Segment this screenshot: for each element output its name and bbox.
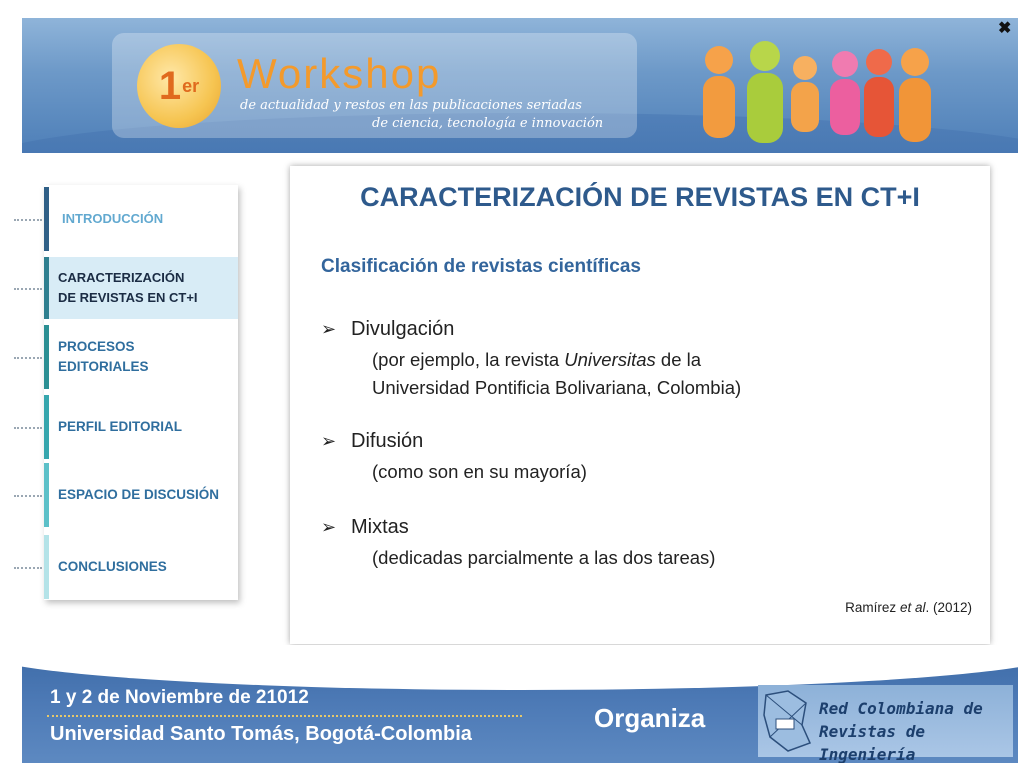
slide-subtitle: Clasificación de revistas científicas: [321, 256, 641, 277]
organiza-label: Organiza: [594, 703, 706, 733]
person-orange-mid-icon: [791, 56, 819, 132]
nav-item-bar: [44, 187, 49, 251]
bullet-description: [372, 346, 741, 402]
workshop-title: Workshop: [237, 50, 442, 97]
bullet-label: Difusión: [351, 430, 424, 452]
nav-item-bar: [44, 395, 49, 459]
content-panel: [290, 166, 990, 644]
footer-dotted-divider: [47, 715, 522, 717]
citation: [845, 600, 972, 615]
nav-connector-dots: [14, 219, 42, 221]
nav-item-label-line2: EDITORIALES: [58, 359, 149, 374]
nav-item-introduccion[interactable]: [44, 187, 238, 251]
header-banner: [22, 18, 1018, 153]
desc-text: (por ejemplo, la revista: [372, 349, 565, 370]
close-icon[interactable]: ✖: [998, 20, 1012, 37]
nav-connector-dots: [14, 288, 42, 290]
nav-item-perfil-editorial[interactable]: [44, 395, 238, 459]
citation-italic: et al: [899, 600, 926, 615]
citation-text: Ramírez: [845, 600, 900, 615]
desc-text: (como son en su mayoría): [372, 461, 587, 482]
bullet-difusion: [321, 430, 423, 453]
person-orange-right-icon: [899, 48, 931, 142]
person-orange-left-icon: [703, 46, 735, 138]
nav-item-label: [58, 268, 198, 308]
first-edition-badge: [137, 44, 221, 128]
desc-text: Universidad Pontificia Bolivariana, Colombia): [372, 377, 742, 398]
person-pink-icon: [830, 51, 860, 135]
nav-item-bar: [44, 325, 49, 389]
workshop-tagline-line2: de ciencia, tecnología e innovación: [372, 116, 604, 131]
section-nav: [0, 185, 245, 605]
arrow-bullet-icon: ➢: [321, 517, 337, 537]
nav-item-label: CONCLUSIONES: [58, 559, 167, 574]
bullet-description: [372, 544, 715, 572]
nav-item-label: PERFIL EDITORIAL: [58, 419, 183, 434]
nav-item-conclusiones[interactable]: [44, 535, 238, 599]
nav-item-label-line2: DE REVISTAS EN CT+I: [58, 290, 198, 305]
network-map-icon: [758, 685, 818, 757]
nav-connector-dots: [14, 495, 42, 497]
bullet-description: [372, 458, 587, 486]
desc-italic: Universitas: [564, 349, 656, 370]
workshop-tagline-line1: de actualidad y restos en las publicaciones seriadas: [240, 98, 582, 113]
slide-title: CARACTERIZACIÓN DE REVISTAS EN CT+I: [360, 182, 920, 212]
arrow-bullet-icon: ➢: [321, 319, 337, 339]
badge-number: 1: [158, 63, 182, 108]
bullet-label: Mixtas: [351, 516, 409, 538]
nav-item-label: INTRODUCCIÓN: [62, 211, 164, 226]
citation-text: . (2012): [925, 600, 972, 615]
person-red-icon: [864, 49, 894, 137]
bullet-mixtas: [321, 516, 409, 539]
nav-item-espacio-de-discusion[interactable]: [44, 463, 238, 527]
nav-item-label: ESPACIO DE DISCUSIÓN: [58, 487, 220, 502]
nav-item-bar: [44, 463, 49, 527]
nav-item-bar: [44, 257, 49, 319]
nav-item-label-line1: CARACTERIZACIÓN: [58, 270, 185, 285]
event-venue: Universidad Santo Tomás, Bogotá-Colombia: [50, 723, 472, 745]
nav-item-bar: [44, 535, 49, 599]
badge-suffix: er: [182, 75, 200, 96]
bullet-label: Divulgación: [351, 318, 455, 340]
nav-connector-dots: [14, 357, 42, 359]
organizer-name-line2: Revistas de Ingeniería: [819, 722, 925, 763]
arrow-bullet-icon: ➢: [321, 431, 337, 451]
organizer-name-line1: Red Colombiana de: [819, 699, 983, 718]
people-illustration: [697, 38, 947, 148]
bullet-divulgacion: [321, 318, 454, 341]
person-green-icon: [747, 41, 783, 143]
nav-item-procesos-editoriales[interactable]: [44, 325, 238, 389]
footer-banner: [22, 645, 1018, 763]
nav-connector-dots: [14, 427, 42, 429]
desc-text: (dedicadas parcialmente a las dos tareas): [372, 547, 716, 568]
nav-connector-dots: [14, 567, 42, 569]
organizer-name: [819, 697, 1018, 763]
nav-item-label-line1: PROCESOS: [58, 339, 135, 354]
nav-item-label: [58, 337, 149, 377]
footer-white-curve: [22, 645, 1018, 690]
event-date: 1 y 2 de Noviembre de 21012: [50, 687, 309, 708]
nav-item-caracterizacion[interactable]: [44, 257, 238, 319]
desc-text: de la: [655, 349, 702, 370]
